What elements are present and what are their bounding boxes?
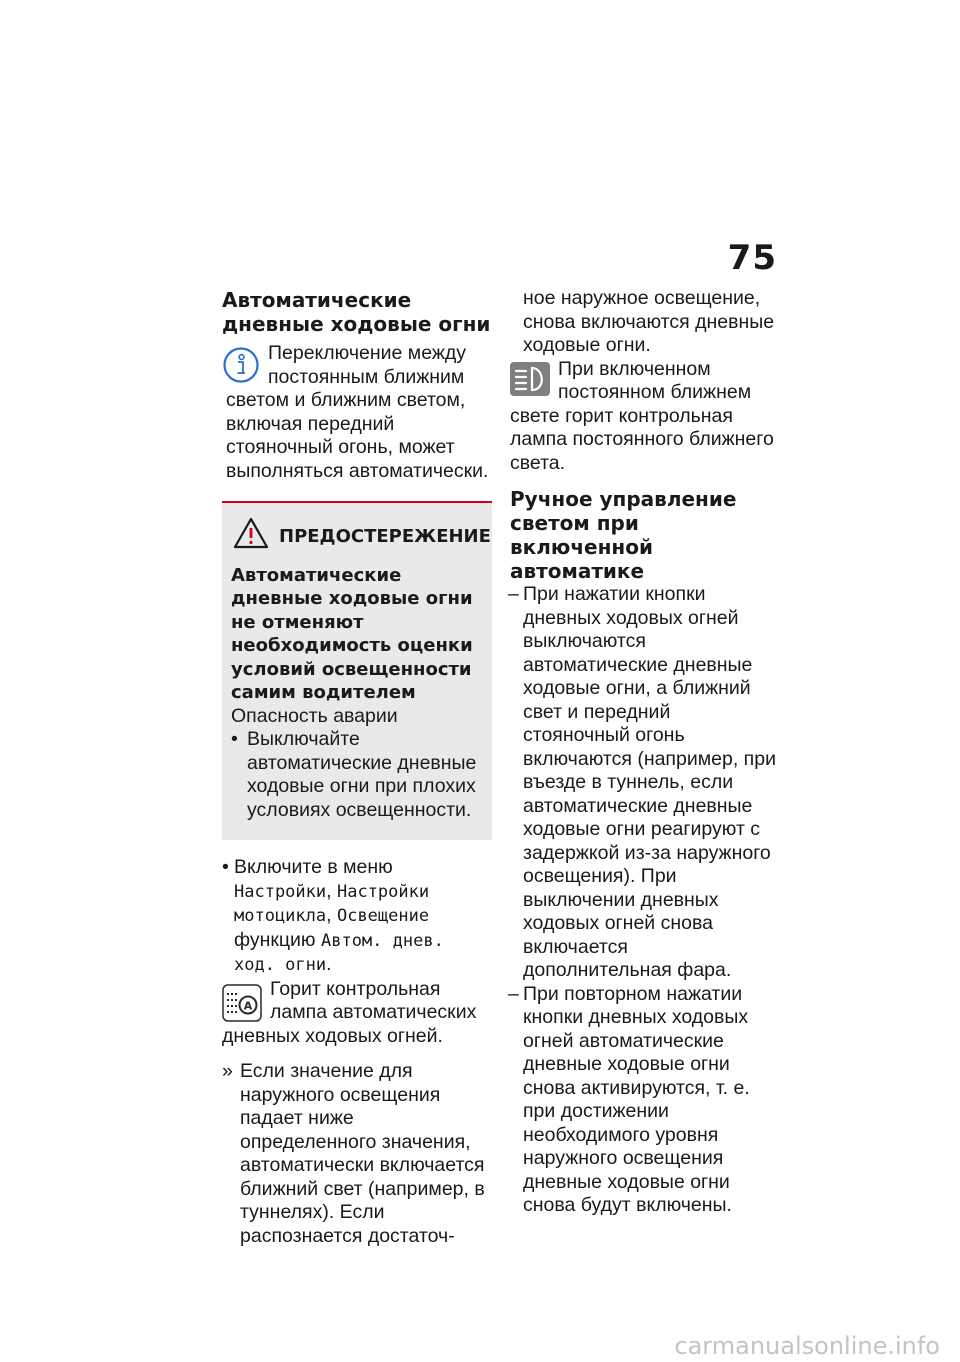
result-text: Если значение для наружного освещения падает ниже определенного значения, автоматически включается ближний свет (например, в туннелях). Если распознается достаточ- [240, 1060, 485, 1247]
manual-item-2 [510, 983, 782, 1218]
step-prefix: Включите в меню [234, 856, 393, 878]
warning-box [222, 501, 492, 840]
section-heading-auto-drl: Автоматические дневные ходовые огни [222, 288, 491, 336]
lowbeam-note [510, 358, 782, 476]
auto-drl-indicator-icon [222, 984, 262, 1022]
warning-bullet-text: Выключайте автоматические дневные ходовые огни при плохих условиях освещенности. [247, 728, 477, 821]
right-column [510, 287, 782, 1218]
section-heading-manual: Ручное управление светом при включенной автоматике [510, 487, 737, 583]
menu-lighting: Освещение [336, 906, 430, 926]
manual-item-2-text: При повторном нажатии кнопки дневных ходовых огней автоматические дневные ходовые огни снова активируются, т. е. при достижении необходимого уровня наружного освещения дневные ходовые огни снова будут включены. [523, 982, 750, 1216]
warning-bullet [231, 728, 484, 822]
warning-bold-text: Автоматические дневные ходовые огни не отменяют необходимость оценки условий освещенности самим водителем [231, 564, 473, 703]
dash-mark: – [508, 583, 519, 605]
warning-triangle-icon [233, 517, 269, 556]
step-bullet: • [222, 856, 229, 878]
step-sep2: , [326, 904, 332, 926]
step-sep1: , [326, 879, 332, 902]
info-note [222, 342, 492, 483]
page-number: 75 [727, 238, 777, 278]
warning-danger-text: Опасность аварии [231, 704, 398, 727]
warning-title: ПРЕДОСТЕРЕЖЕНИЕ [279, 525, 491, 547]
result-item [222, 1060, 492, 1248]
manual-item-1-text: При нажатии кнопки дневных ходовых огней выключаются автоматические дневные ходовые огни, а ближний свет и передний стояночный огонь включаются (например, при въезде в туннель, если автоматические дневные ходовые огни реагируют с задержкой из-за наружного освещения). При выключении дневных ходовых огней снова включается дополнительная фара. [523, 583, 776, 981]
result-arrow: » [222, 1060, 233, 1082]
step-text [234, 856, 492, 978]
menu-settings: Настройки [234, 881, 327, 902]
svg-text:A: A [243, 999, 253, 1012]
step-item [222, 856, 492, 978]
step-middle: функцию [234, 928, 316, 951]
lowbeam-text: При включенном постоянном ближнем свете горит контрольная лампа постоянного ближнего света. [510, 357, 774, 474]
low-beam-indicator-icon [510, 362, 550, 396]
info-icon [222, 346, 260, 384]
indicator-text: Горит контрольная лампа автоматических дневных ходовых огней. [222, 977, 477, 1047]
info-text: Переключение между постоянным ближним светом и ближним светом, включая передний стояночный огонь, может выполняться автоматически. [226, 342, 489, 482]
continued-text: ное наружное освещение, снова включаются дневные ходовые огни. [523, 287, 775, 356]
indicator-note [222, 978, 492, 1049]
manual-item-1 [510, 583, 782, 983]
left-column [222, 288, 492, 1248]
bullet-mark: • [231, 728, 238, 750]
watermark: carmanualsonline.info [674, 1331, 940, 1360]
dash-mark: – [508, 982, 519, 1005]
menu-motorcycle-settings: Настройки мотоцикла [234, 881, 430, 926]
step-end: . [326, 953, 332, 975]
function-auto-drl: Автом. днев. ход. огни [234, 930, 444, 975]
